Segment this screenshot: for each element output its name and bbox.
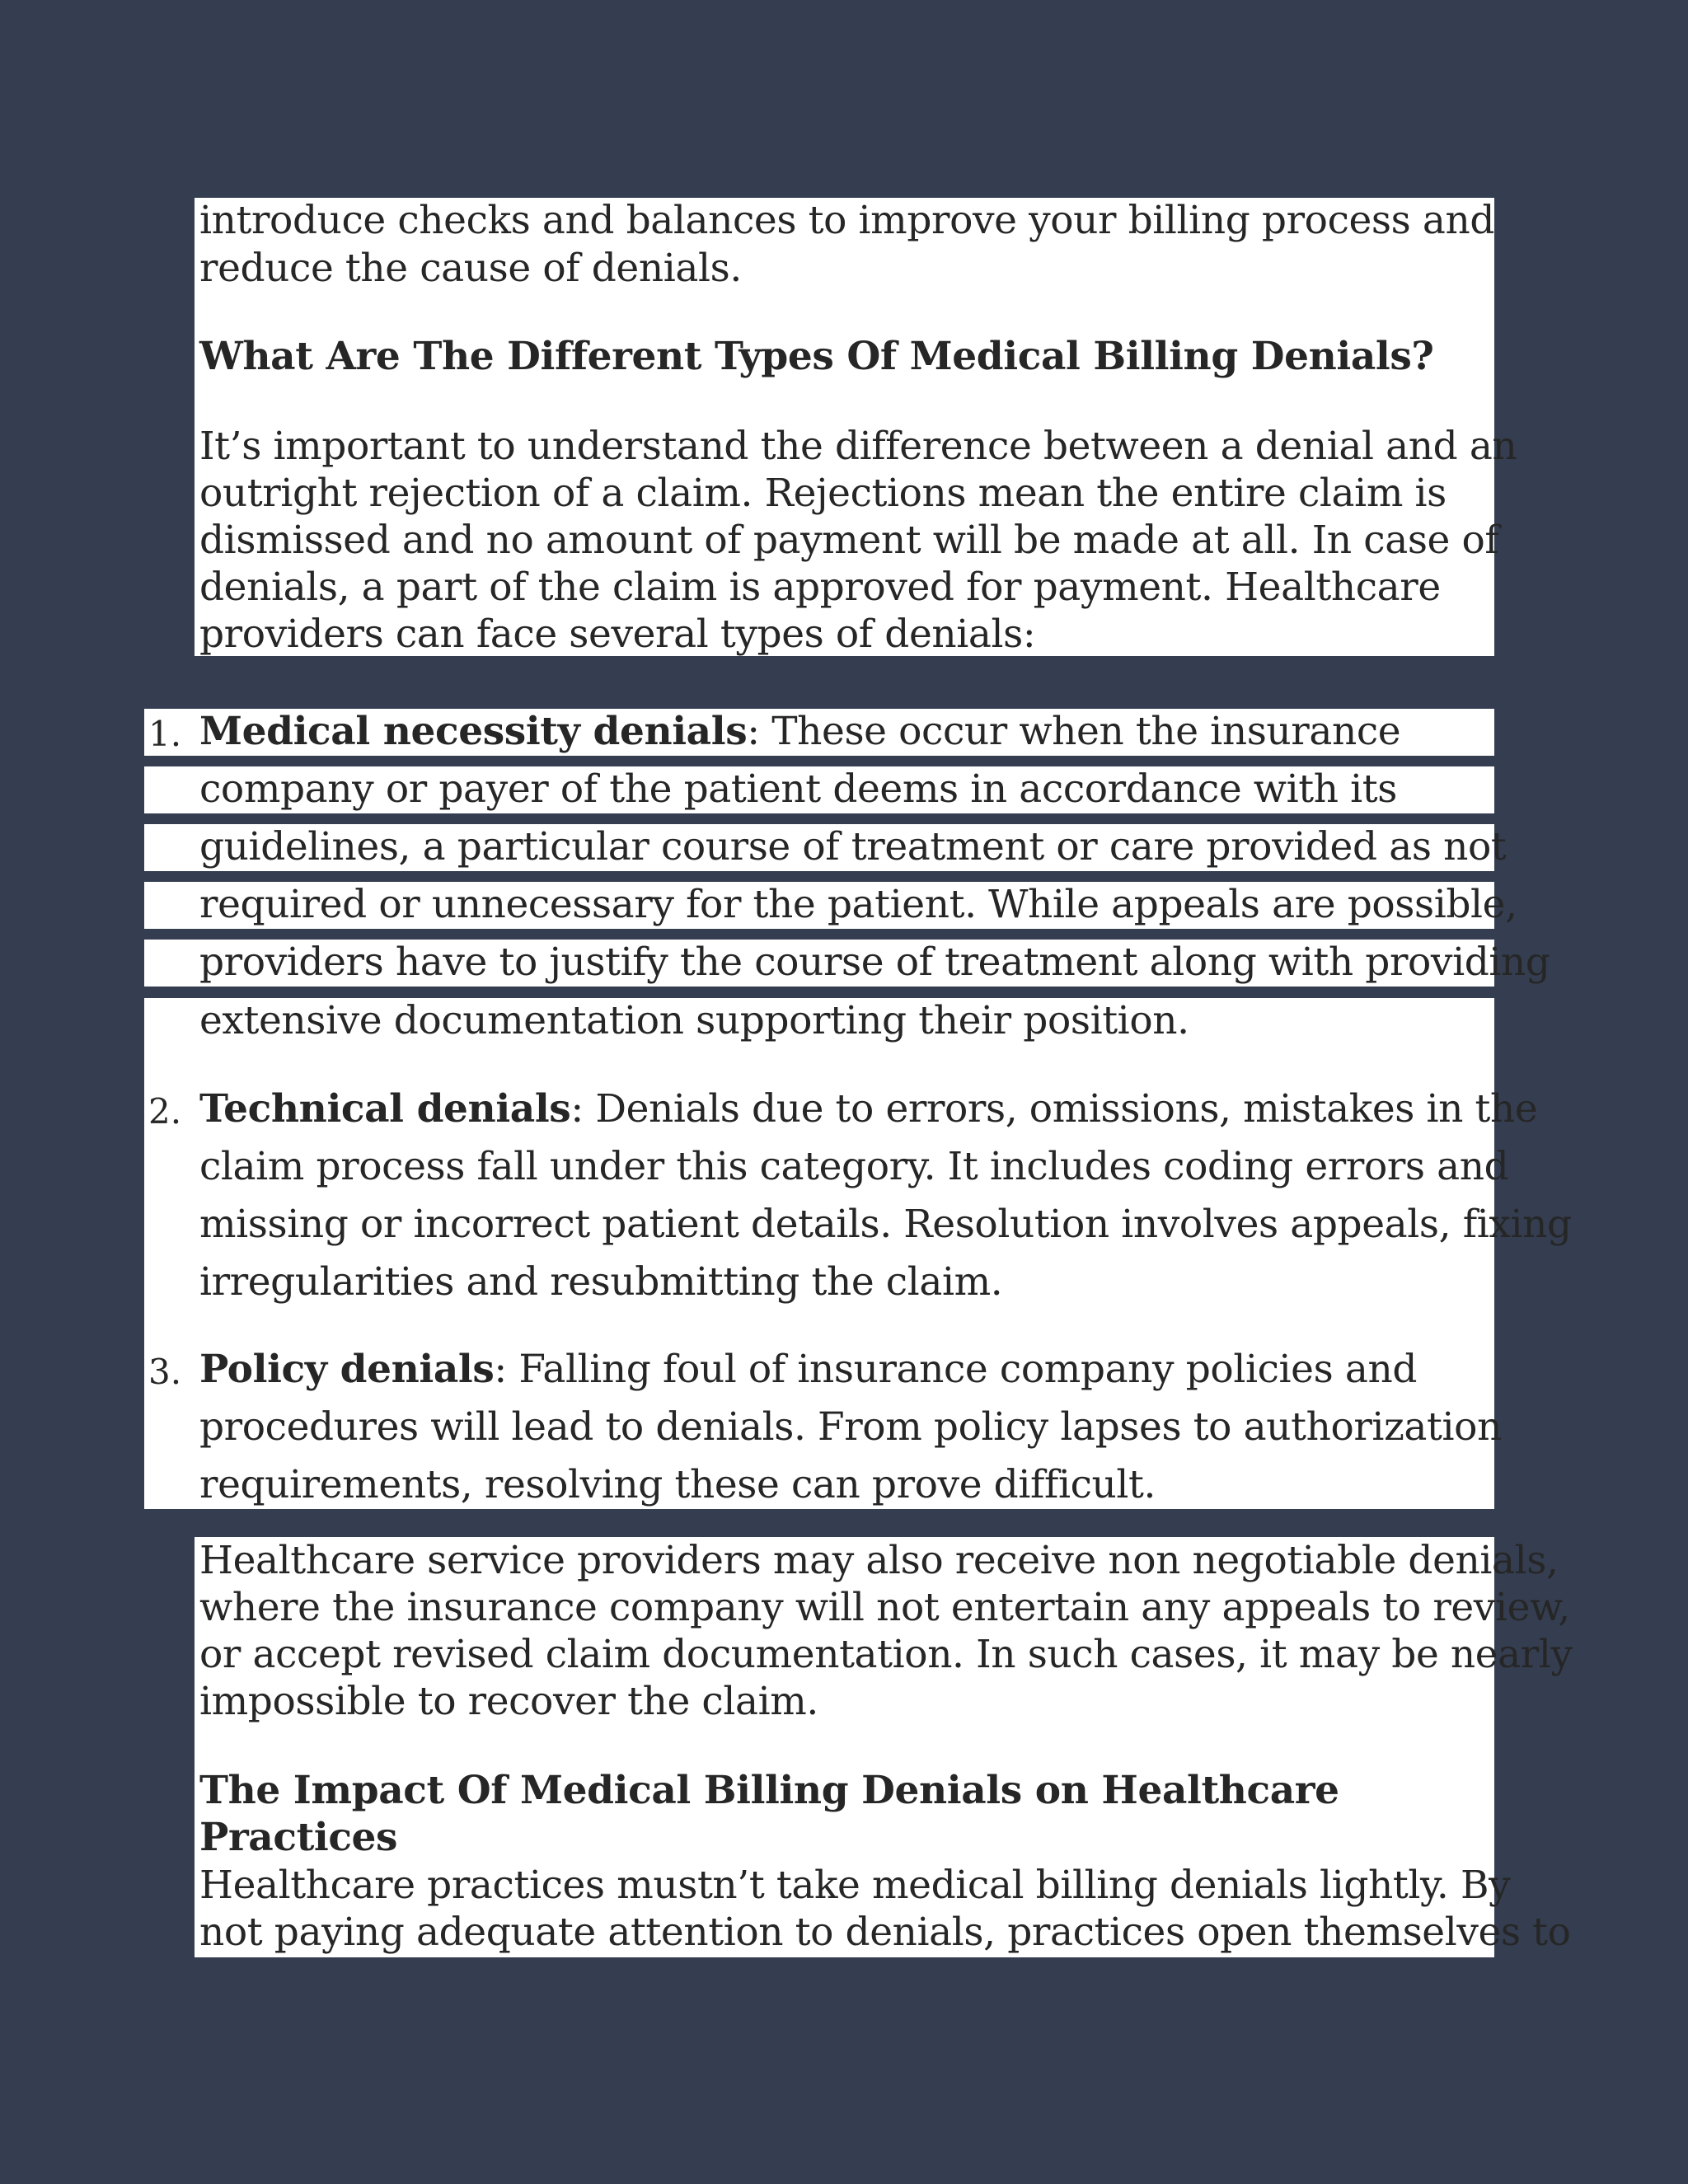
list-number: 1. (148, 714, 182, 754)
list-item-line: procedures will lead to denials. From policy lapses to authorization (199, 1404, 1502, 1450)
list-item-first-line (199, 1347, 1417, 1392)
list-item-term: Technical denials (199, 1086, 571, 1132)
body-text-line: dismissed and no amount of payment will be made at all. In case of (199, 518, 1499, 563)
list-item-line: guidelines, a particular course of treatment or care provided as not (199, 824, 1507, 869)
section-heading: What Are The Different Types Of Medical Billing Denials? (199, 334, 1434, 379)
body-text-line: impossible to recover the claim. (199, 1679, 818, 1724)
list-item-term: Medical necessity denials (199, 709, 748, 754)
list-item-line: requirements, resolving these can prove difficult. (199, 1462, 1156, 1507)
list-item-text: : Denials due to errors, omissions, mistakes in the (570, 1086, 1538, 1132)
body-text-line: not paying adequate attention to denials, practices open themselves to (199, 1910, 1571, 1955)
body-text-line: introduce checks and balances to improve your billing process and (199, 198, 1495, 243)
list-item-line: company or payer of the patient deems in accordance with its (199, 766, 1397, 812)
body-text-line: or accept revised claim documentation. In such cases, it may be nearly (199, 1632, 1573, 1677)
list-item-line: extensive documentation supporting their position. (199, 998, 1189, 1043)
body-text-line: denials, a part of the claim is approved for payment. Healthcare (199, 565, 1441, 610)
list-item-term: Policy denials (199, 1347, 495, 1392)
body-text-line: Healthcare practices mustn’t take medical billing denials lightly. By (199, 1863, 1511, 1908)
body-text-line: where the insurance company will not entertain any appeals to review, (199, 1585, 1570, 1630)
list-item-line: missing or incorrect patient details. Resolution involves appeals, fixing (199, 1202, 1572, 1247)
list-item-text: : These occur when the insurance (747, 709, 1401, 754)
list-item-line: irregularities and resubmitting the claim. (199, 1259, 1003, 1305)
section-heading: Practices (199, 1815, 398, 1860)
body-text-line: reduce the cause of denials. (199, 246, 742, 291)
body-text-line: providers can face several types of denials: (199, 612, 1036, 657)
section-heading: The Impact Of Medical Billing Denials on Healthcare (199, 1768, 1339, 1813)
body-text-line: outright rejection of a claim. Rejections mean the entire claim is (199, 471, 1447, 516)
list-item-first-line (199, 1086, 1537, 1132)
list-item-text: : Falling foul of insurance company policies and (494, 1347, 1417, 1392)
list-item-first-line (199, 709, 1400, 754)
list-item-line: required or unnecessary for the patient. While appeals are possible, (199, 882, 1517, 927)
list-number: 2. (148, 1091, 182, 1132)
list-item-line: claim process fall under this category. It includes coding errors and (199, 1144, 1509, 1189)
list-item-line: providers have to justify the course of treatment along with providing (199, 940, 1550, 985)
list-number: 3. (148, 1352, 182, 1392)
body-text-line: It’s important to understand the difference between a denial and an (199, 424, 1517, 469)
body-text-line: Healthcare service providers may also receive non negotiable denials, (199, 1538, 1559, 1583)
